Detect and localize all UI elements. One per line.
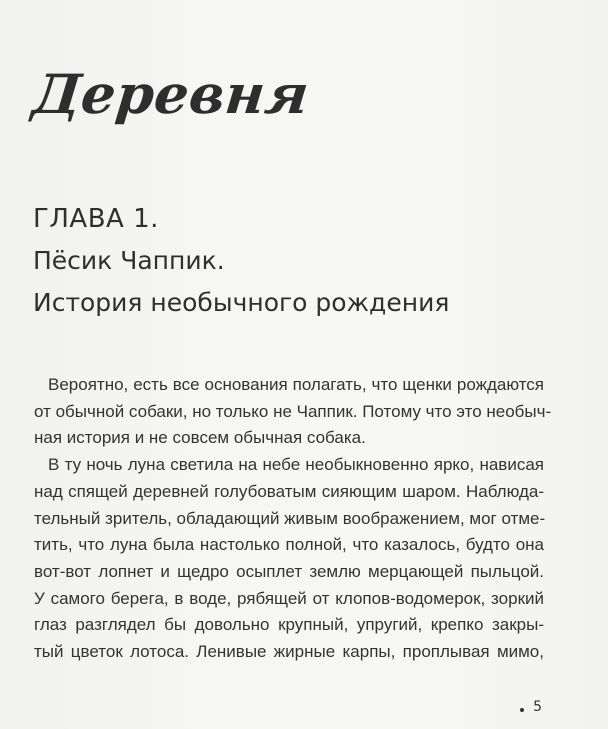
paragraph-2 xyxy=(34,452,544,666)
text-line: У самого берега, в воде, рябящей от клопов-водомерок, зоркий xyxy=(34,588,544,608)
text-line: тить, что луна была настолько полной, что казалось, будто она xyxy=(34,535,544,555)
text-line: глаз разглядел бы довольно крупный, упругий, крепко закры- xyxy=(34,615,544,635)
text-line: вот-вот лопнет и щедро осыплет землю мерцающей пыльцой. xyxy=(34,561,544,581)
chapter-title-line-1: Пёсик Чаппик. xyxy=(33,246,225,275)
text-line: от обычной собаки, но только не Чаппик. Потому что это необыч- xyxy=(34,401,552,421)
text-line: В ту ночь луна светила на небе необыкновенно ярко, нависая xyxy=(48,455,544,475)
paragraph-1 xyxy=(34,372,552,452)
body-text xyxy=(34,372,552,666)
text-line: над спящей деревней голубоватым сияющим шаром. Наблюда- xyxy=(34,481,544,501)
section-title: Деревня xyxy=(29,62,313,126)
text-line: ная история и не совсем обычная собака. xyxy=(34,428,366,448)
text-line: тельный зритель, обладающий живым воображением, мог отме- xyxy=(34,508,546,528)
chapter-heading xyxy=(33,198,449,324)
chapter-title-line-2: История необычного рождения xyxy=(33,288,450,317)
page-number: 5 xyxy=(533,699,542,715)
chapter-number: ГЛАВА 1. xyxy=(33,204,159,234)
folio-dot-icon xyxy=(520,708,524,712)
text-line: тый цветок лотоса. Ленивые жирные карпы, проплывая мимо, xyxy=(34,642,544,662)
text-line: Вероятно, есть все основания полагать, что щенки рождаются xyxy=(48,375,544,394)
